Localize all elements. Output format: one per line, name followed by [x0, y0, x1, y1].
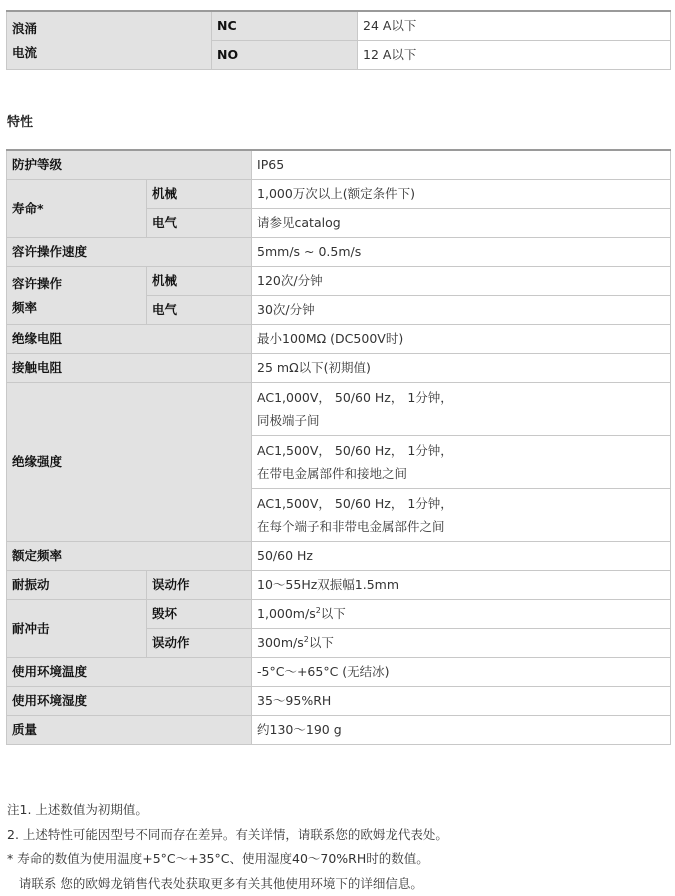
freq-label — [7, 267, 147, 325]
protection-value: IP65 — [252, 150, 671, 180]
dielectric-2-line2: 在带电金属部件和接地之间 — [257, 462, 665, 485]
weight-label: 质量 — [7, 716, 252, 745]
dielectric-3-line2: 在每个端子和非带电金属部件之间 — [257, 515, 665, 538]
dielectric-value-1 — [252, 383, 671, 436]
shock-destroy-sup: 2 — [316, 606, 321, 615]
dielectric-value-2 — [252, 436, 671, 489]
nc-value: 24 A以下 — [358, 11, 671, 41]
freq-elec-label: 电气 — [147, 296, 252, 325]
surge-current-label — [7, 11, 212, 70]
dielectric-value-3 — [252, 489, 671, 542]
note-1: 注1. 上述数值为初期值。 — [7, 798, 448, 823]
table-row — [7, 542, 671, 571]
table-row — [7, 150, 671, 180]
amb-humidity-label: 使用环境湿度 — [7, 687, 252, 716]
amb-temp-value: -5°C～+65°C (无结冰) — [252, 658, 671, 687]
freq-mech-label: 机械 — [147, 267, 252, 296]
dielectric-label: 绝缘强度 — [7, 383, 252, 542]
rated-freq-label: 额定频率 — [7, 542, 252, 571]
shock-malfunction-suffix: 以下 — [309, 635, 334, 650]
freq-mech-value: 120次/分钟 — [252, 267, 671, 296]
table-row — [7, 687, 671, 716]
table-row — [7, 383, 671, 436]
table-row — [7, 238, 671, 267]
footnotes — [7, 798, 448, 896]
dielectric-1-line1: AC1,000V， 50/60 Hz， 1分钟， — [257, 386, 665, 409]
speed-value: 5mm/s ~ 0.5m/s — [252, 238, 671, 267]
vibration-value: 10～55Hz双振幅1.5mm — [252, 571, 671, 600]
nc-label: NC — [212, 11, 358, 41]
insulation-res-value: 最小100MΩ (DC500V时) — [252, 325, 671, 354]
shock-malfunction-number: 300m/s — [257, 635, 304, 650]
dielectric-1-line2: 同极端子间 — [257, 409, 665, 432]
surge-label-line2: 电流 — [12, 41, 206, 65]
note-4: 请联系 您的欧姆龙销售代表处获取更多有关其他使用环境下的详细信息。 — [7, 872, 448, 896]
note-2: 2. 上述特性可能因型号不同而存在差异。有关详情，请联系您的欧姆龙代表处。 — [7, 823, 448, 848]
life-mech-label: 机械 — [147, 180, 252, 209]
life-elec-value: 请参见catalog — [252, 209, 671, 238]
weight-value: 约130～190 g — [252, 716, 671, 745]
table-row — [7, 325, 671, 354]
no-label: NO — [212, 41, 358, 70]
life-label: 寿命* — [7, 180, 147, 238]
freq-label-line2: 频率 — [12, 296, 141, 320]
table-row — [7, 658, 671, 687]
no-value: 12 A以下 — [358, 41, 671, 70]
vibration-label: 耐振动 — [7, 571, 147, 600]
shock-malfunction-sup: 2 — [304, 635, 309, 644]
dielectric-2-line1: AC1,500V， 50/60 Hz， 1分钟， — [257, 439, 665, 462]
amb-temp-label: 使用环境温度 — [7, 658, 252, 687]
surge-label-line1: 浪涌 — [12, 17, 206, 41]
shock-destroy-label: 毁坏 — [147, 600, 252, 629]
table-row — [7, 716, 671, 745]
shock-destroy-number: 1,000m/s — [257, 606, 316, 621]
protection-label: 防护等级 — [7, 150, 252, 180]
shock-label: 耐冲击 — [7, 600, 147, 658]
shock-destroy-value — [252, 600, 671, 629]
shock-malfunction-label: 误动作 — [147, 629, 252, 658]
insulation-res-label: 绝缘电阻 — [7, 325, 252, 354]
amb-humidity-value: 35～95%RH — [252, 687, 671, 716]
characteristics-table — [6, 149, 671, 745]
shock-destroy-suffix: 以下 — [321, 606, 346, 621]
contact-res-value: 25 mΩ以下(初期值) — [252, 354, 671, 383]
speed-label: 容许操作速度 — [7, 238, 252, 267]
dielectric-3-line1: AC1,500V， 50/60 Hz， 1分钟， — [257, 492, 665, 515]
table-row — [7, 180, 671, 209]
table-row — [7, 354, 671, 383]
shock-malfunction-value — [252, 629, 671, 658]
note-3: * 寿命的数值为使用温度+5°C～+35°C、使用湿度40～70%RH时的数值。 — [7, 847, 448, 872]
freq-elec-value: 30次/分钟 — [252, 296, 671, 325]
surge-current-table — [6, 10, 671, 70]
life-elec-label: 电气 — [147, 209, 252, 238]
table-row — [7, 267, 671, 296]
life-mech-value: 1,000万次以上(额定条件下) — [252, 180, 671, 209]
table-row — [7, 600, 671, 629]
section-title: 特性 — [7, 111, 33, 130]
table-row — [7, 571, 671, 600]
rated-freq-value: 50/60 Hz — [252, 542, 671, 571]
contact-res-label: 接触电阻 — [7, 354, 252, 383]
freq-label-line1: 容许操作 — [12, 272, 141, 296]
vibration-sub-label: 误动作 — [147, 571, 252, 600]
